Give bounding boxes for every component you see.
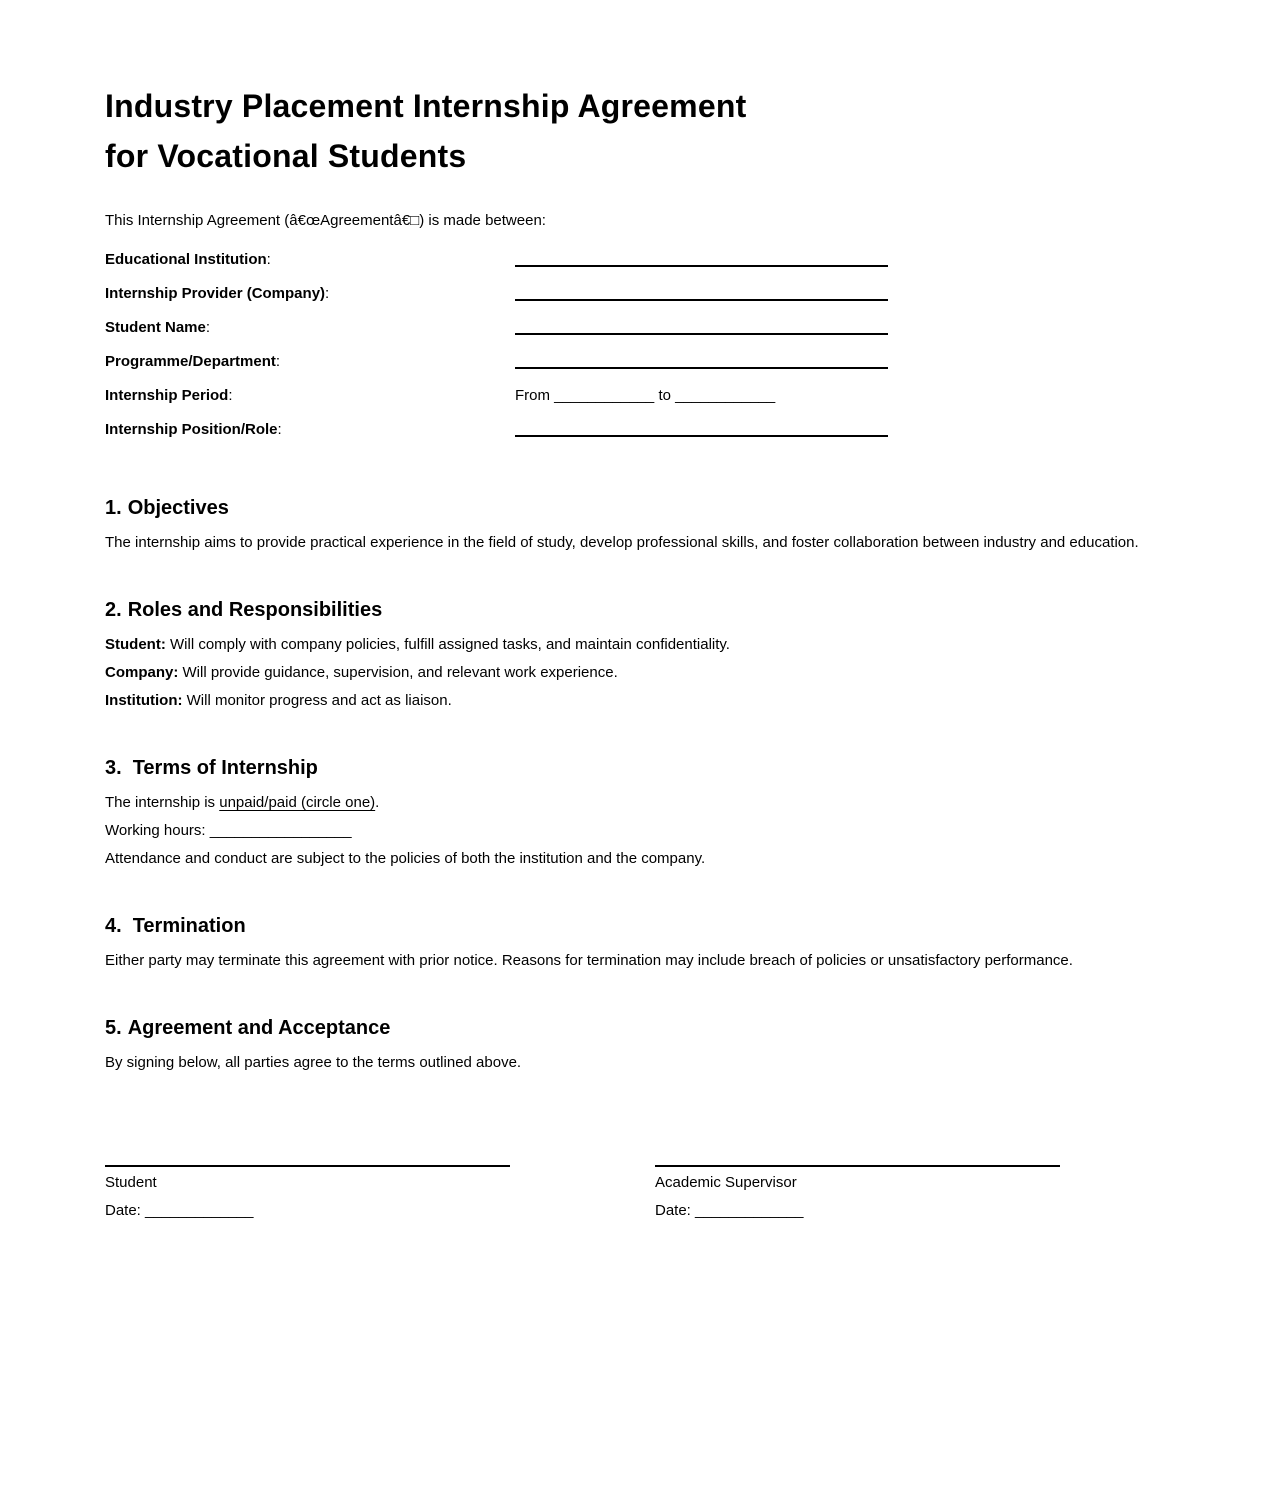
field-row-internship-position bbox=[105, 421, 1145, 455]
field-row-internship-period bbox=[105, 387, 1145, 421]
role-text: Will comply with company policies, fulfill assigned tasks, and maintain confidentiality. bbox=[165, 636, 730, 653]
attendance-line: Attendance and conduct are subject to the policies of both the institution and the company. bbox=[105, 850, 706, 867]
terms-paid-line: The internship is unpaid/paid (circle one). bbox=[105, 794, 380, 811]
field-blank-line bbox=[515, 367, 888, 369]
field-label: Programme/Department: bbox=[105, 353, 281, 370]
period-from-to-blanks: From ____________ to ____________ bbox=[515, 387, 776, 404]
role-item-student bbox=[105, 631, 1145, 659]
roles-list bbox=[105, 631, 1145, 715]
section-heading-objectives bbox=[105, 495, 1145, 521]
field-row-educational-institution bbox=[105, 251, 1145, 285]
terms-lines bbox=[105, 789, 1145, 873]
section-title: Terms of Internship bbox=[132, 757, 318, 779]
signature-line bbox=[655, 1165, 1060, 1167]
role-lead: Student: bbox=[105, 636, 166, 653]
objectives-paragraph: The internship aims to provide practical experience in the field of study, develop professional skills, and foster collaboration between industry and education. bbox=[105, 534, 1139, 551]
page-title bbox=[105, 81, 1145, 181]
field-blank-line bbox=[515, 265, 888, 267]
page-title-line2: for Vocational Students bbox=[105, 138, 467, 174]
field-row-student-name bbox=[105, 319, 1145, 353]
agreement-fields bbox=[105, 251, 1145, 455]
field-label: Internship Period: bbox=[105, 387, 233, 404]
section-title: Objectives bbox=[127, 497, 229, 519]
field-row-programme-department bbox=[105, 353, 1145, 387]
signature-date-line: Date: _____________ bbox=[655, 1202, 804, 1219]
field-row-internship-provider bbox=[105, 285, 1145, 319]
section-number: 5. bbox=[105, 1017, 122, 1039]
signature-role-label: Student bbox=[105, 1174, 157, 1191]
section-number: 2. bbox=[105, 599, 122, 621]
section-heading-termination bbox=[105, 913, 1145, 939]
section-heading-terms bbox=[105, 755, 1145, 781]
page-title-line1: Industry Placement Internship Agreement bbox=[105, 88, 747, 124]
signature-block bbox=[105, 1165, 1145, 1225]
signature-role-label: Academic Supervisor bbox=[655, 1174, 797, 1191]
section-number: 1. bbox=[105, 497, 122, 519]
intro-text: This Internship Agreement (â€œAgreementâ€□) is made between: bbox=[105, 212, 546, 229]
field-label: Educational Institution: bbox=[105, 251, 271, 268]
section-title: Roles and Responsibilities bbox=[127, 599, 383, 621]
role-lead: Company: bbox=[105, 664, 179, 681]
section-heading-acceptance bbox=[105, 1015, 1145, 1041]
signature-column-student bbox=[105, 1165, 510, 1225]
section-number: 4. bbox=[105, 915, 122, 937]
role-text: Will monitor progress and act as liaison. bbox=[182, 692, 452, 709]
termination-paragraph: Either party may terminate this agreement with prior notice. Reasons for termination may include breach of policies or unsatisfactory performance. bbox=[105, 952, 1073, 969]
circle-one-phrase: unpaid/paid (circle one) bbox=[219, 794, 376, 811]
role-item-institution bbox=[105, 687, 1145, 715]
working-hours-line: Working hours: _________________ bbox=[105, 822, 352, 839]
role-lead: Institution: bbox=[105, 692, 183, 709]
section-title: Agreement and Acceptance bbox=[127, 1017, 391, 1039]
field-blank-line bbox=[515, 333, 888, 335]
signature-date-line: Date: _____________ bbox=[105, 1202, 254, 1219]
signature-column-supervisor bbox=[655, 1165, 1060, 1225]
field-label: Internship Position/Role: bbox=[105, 421, 282, 438]
field-blank-line bbox=[515, 435, 888, 437]
field-label: Internship Provider (Company): bbox=[105, 285, 330, 302]
field-blank-line bbox=[515, 299, 888, 301]
field-label: Student Name: bbox=[105, 319, 211, 336]
acceptance-paragraph: By signing below, all parties agree to the terms outlined above. bbox=[105, 1054, 522, 1071]
section-heading-roles bbox=[105, 597, 1145, 623]
section-title: Termination bbox=[132, 915, 246, 937]
signature-line bbox=[105, 1165, 510, 1167]
role-item-company bbox=[105, 659, 1145, 687]
role-text: Will provide guidance, supervision, and relevant work experience. bbox=[178, 664, 618, 681]
section-number: 3. bbox=[105, 757, 122, 779]
